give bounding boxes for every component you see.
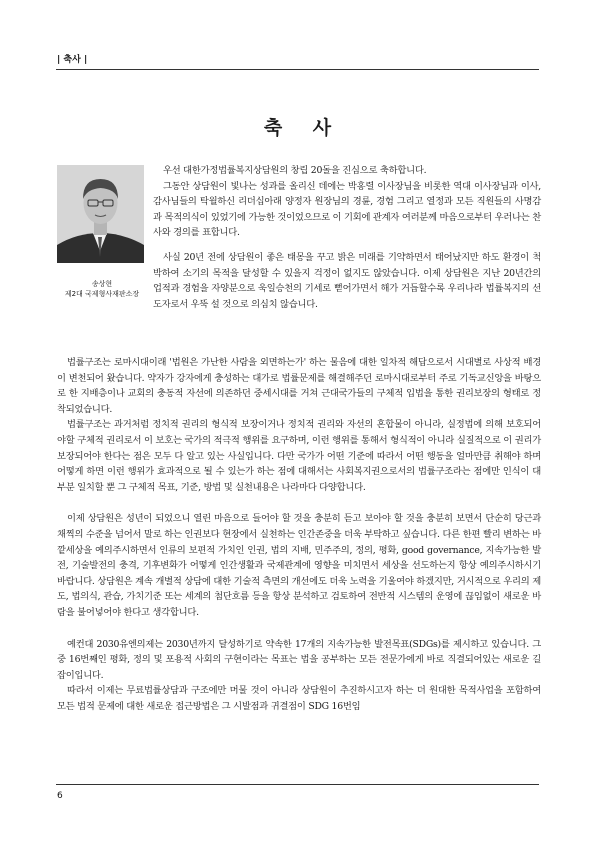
intro-paragraph: 사실 20년 전에 상담원이 좋은 태몽을 꾸고 밝은 미래를 기약하면서 태어났지만 하도 환경이 척박하여 소기의 목적을 달성할 수 있을지 걱정이 없지도 않았습니다. 이제 상담원은 지난 20년간의 업적과 경험을 자양분으로 욱일승천의 기세로 뻗어가면서 해가 거듭할수록 우리나라 법률복지의 선도자로서 우뚝 설 것으로 의심치 않습니다. xyxy=(153,251,541,310)
author-photo xyxy=(57,165,144,263)
body-text xyxy=(57,355,541,714)
header-rule xyxy=(56,69,539,70)
footer-rule xyxy=(56,784,539,785)
body-paragraph: 예컨대 2030유엔의제는 2030년까지 달성하기로 약속한 17개의 지속가능한 발전목표(SDGs)를 제시하고 있습니다. 그 중 16번째인 평화, 정의 및 포용적 사회의 구현이라는 목표는 법을 공부하는 모든 전문가에게 바로 직결되어있는 새로운 길잡이입니다. xyxy=(57,638,541,681)
body-paragraph: 법률구조는 과거처럼 정치적 권리의 형식적 보장이거나 정치적 권리와 자선의 혼합물이 아니라, 실정법에 의해 보호되어야할 구체적 권리로서 이 보호는 국가의 적극적 행위를 요구하며, 이런 행위를 통해서 형식적이 아니라 실질적으로 이 권리가 보장되어야 한다는 점은 모두 다 알고 있는 사실입니다. 다만 국가가 어떤 기준에 따라서 어떤 행동을 얼마만큼 취해야 하며 어떻게 하면 이런 행위가 효과적으로 될 수 있는가 하는 점에 대해서는 사회복지권으로서의 법률구조라는 점에만 인식이 대부분 일치할 뿐 그 구체적 목표, 기준, 방법 및 실천내용은 나라마다 다양합니다. xyxy=(57,419,541,493)
body-paragraph: 이제 상담원은 성년이 되었으니 열린 마음으로 들어야 할 것을 충분히 듣고 보아야 할 것을 충분히 보면서 단순히 당근과 채찍의 수준을 넘어서 말로 하는 인권보다 현장에서 실천하는 인간존중을 더욱 부탁하고 싶습니다. 다른 한편 빨리 변하는 바깥세상을 예의주시하면서 인류의 보편적 가치인 인권, 법의 지배, 민주주의, 정의, 평화, good governance, 지속가능한 발전, 기술발전의 충격, 기후변화가 어떻게 인간생활과 국제관계에 영향을 미치면서 세상을 선도하는지 항상 예의주시하시기 바랍니다. 상담원은 계속 개별적 상담에 대한 기술적 측면의 개선에도 더욱 노력을 기울여야 하겠지만, 거시적으로 우리의 제도, 법의식, 관습, 가치기준 또는 세계의 첨단흐름 등을 항상 분석하고 검토하여 전반적 시스템의 운영에 끊임없이 새로운 바람을 불어넣어야 한다고 생각합니다. xyxy=(57,513,541,618)
body-paragraph: 법률구조는 로마시대이래 '법원은 가난한 사람을 외면하는가' 하는 물음에 대한 일차적 해답으로서 시대별로 사상적 배경이 변천되어 왔습니다. 약자가 강자에게 충성하는 대가로 법률문제를 해결해주던 로마시대로부터 주로 기독교신앙을 바탕으로 한 지배층이나 교회의 충동적 자선에 의존하던 중세시대를 거쳐 근대국가들의 구체적 입법을 통한 권리보장의 형태로 정착되었습니다. xyxy=(57,357,541,415)
author-role: 제2대 국제형사재판소장 xyxy=(64,290,140,298)
intro-paragraph: 그동안 상담원이 빛나는 성과를 올리신 데에는 박홍렬 이사장님을 비롯한 역대 이사장님과 이사, 감사님들의 탁월하신 리더십아래 양정자 원장님의 경륜, 경험 그리고 열정과 모든 직원들의 사명감과 목적의식이 있었기에 가능한 것이었으므로 이 기회에 관계자 여러분께 마음으로부터 우러나는 찬사와 경의를 표합니다. xyxy=(153,180,541,239)
author-caption xyxy=(50,279,154,299)
author-name: 송상현 xyxy=(91,280,113,288)
body-paragraph: 따라서 이제는 무료법률상담과 구조에만 머물 것이 아니라 상담원이 추진하시고자 하는 더 원대한 목적사업을 포함하여 모든 법적 문제에 대한 새로운 접근방법은 그 시발점과 귀결점이 SDG 16번임 xyxy=(57,685,541,712)
page-title: 축 사 xyxy=(263,117,344,139)
page-number: 6 xyxy=(57,791,63,801)
intro-text xyxy=(153,163,541,312)
section-label: | 축사 | xyxy=(57,55,88,65)
intro-paragraph: 우선 대한가정법률복지상담원의 창립 20돌을 진심으로 축하합니다. xyxy=(163,165,427,176)
